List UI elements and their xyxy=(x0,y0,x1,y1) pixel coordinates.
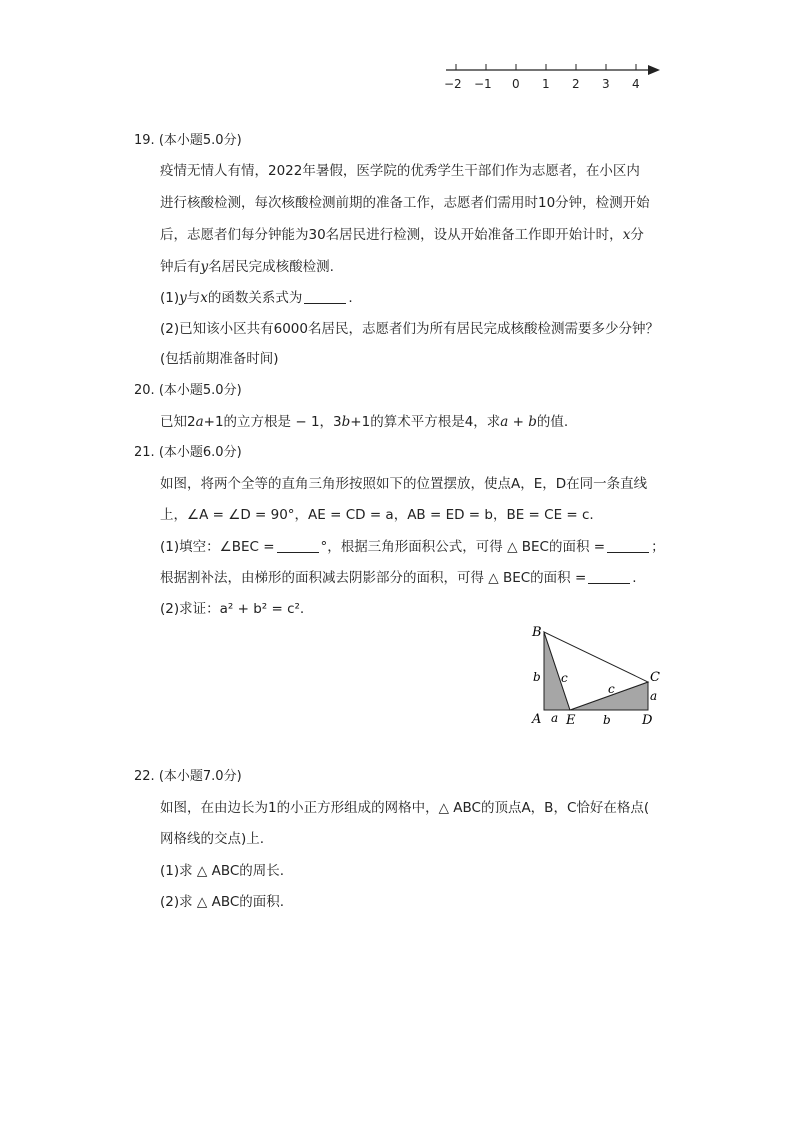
label-a-right: a xyxy=(650,689,658,703)
q21-line-1: 如图，将两个全等的直角三角形按照如下的位置摆放，使点A，E，D在同一条直线 xyxy=(160,476,648,492)
question-20-header xyxy=(134,383,242,399)
answer-blank[interactable] xyxy=(588,571,630,584)
label-C: C xyxy=(650,670,660,685)
tick-label: 3 xyxy=(602,77,610,91)
answer-blank[interactable] xyxy=(304,291,346,304)
tick-label: −1 xyxy=(474,77,492,91)
q19-line-4: 钟后有y名居民完成核酸检测. xyxy=(160,259,334,275)
tick-label: 2 xyxy=(572,77,580,91)
q19-line-1: 疫情无情人有情，2022年暑假，医学院的优秀学生干部们作为志愿者，在小区内 xyxy=(160,163,640,179)
q21-part-2: (2)求证：a² + b² = c². xyxy=(160,601,305,617)
answer-blank[interactable] xyxy=(607,540,649,553)
question-19-header xyxy=(134,133,242,149)
answer-blank[interactable] xyxy=(277,540,319,553)
trapezoid-figure xyxy=(526,622,666,732)
q21-part-1-cont: 根据割补法，由梯形的面积减去阴影部分的面积，可得 △ BEC的面积 = . xyxy=(160,570,637,586)
label-b-bottom: b xyxy=(603,713,611,727)
label-D: D xyxy=(642,713,653,728)
question-22-header xyxy=(134,769,242,785)
label-c-right: c xyxy=(608,682,615,696)
q19-line-3: 后，志愿者们每分钟能为30名居民进行检测，设从开始准备工作即开始计时，x分 xyxy=(160,227,644,243)
label-c-left: c xyxy=(561,671,568,685)
question-score: (本小题6.0分) xyxy=(158,445,242,460)
label-B: B xyxy=(532,625,542,640)
q19-part-2: (2)已知该小区共有6000名居民，志愿者们为所有居民完成核酸检测需要多少分钟？ xyxy=(160,321,659,337)
q20-line-1: 已知2a+1的立方根是 − 1，3b+1的算术平方根是4，求a + b的值. xyxy=(160,414,569,430)
tick-label: 4 xyxy=(632,77,640,91)
label-A: A xyxy=(532,712,542,727)
q19-part-1: (1)y与x的函数关系式为 . xyxy=(160,290,353,306)
question-21-header xyxy=(134,445,242,461)
q19-part-2-note: (包括前期准备时间) xyxy=(160,351,279,367)
question-number: 22. xyxy=(134,769,155,784)
tick-label: 1 xyxy=(542,77,550,91)
question-number: 19. xyxy=(134,133,155,148)
q19-line-2: 进行核酸检测，每次核酸检测前期的准备工作，志愿者们需用时10分钟，检测开始 xyxy=(160,195,650,211)
question-score: (本小题7.0分) xyxy=(158,769,242,784)
question-number: 20. xyxy=(134,383,155,398)
label-a-bottom: a xyxy=(551,711,559,725)
q21-line-2: 上，∠A = ∠D = 90°，AE = CD = a，AB = ED = b，BE = CE = c. xyxy=(160,507,594,523)
q22-part-1: (1)求 △ ABC的周长. xyxy=(160,863,285,879)
label-b-left: b xyxy=(533,670,541,684)
tick-label: −2 xyxy=(444,77,462,91)
q22-line-1: 如图，在由边长为1的小正方形组成的网格中，△ ABC的顶点A，B，C恰好在格点( xyxy=(160,800,650,816)
q22-part-2: (2)求 △ ABC的面积. xyxy=(160,894,285,910)
tick-label: 0 xyxy=(512,77,520,91)
label-E: E xyxy=(566,713,576,728)
q22-line-2: 网格线的交点)上. xyxy=(160,831,265,847)
question-number: 21. xyxy=(134,445,155,460)
question-score: (本小题5.0分) xyxy=(158,133,242,148)
question-score: (本小题5.0分) xyxy=(158,383,242,398)
q21-part-1: (1)填空：∠BEC = °，根据三角形面积公式，可得 △ BEC的面积 = ； xyxy=(160,539,665,555)
